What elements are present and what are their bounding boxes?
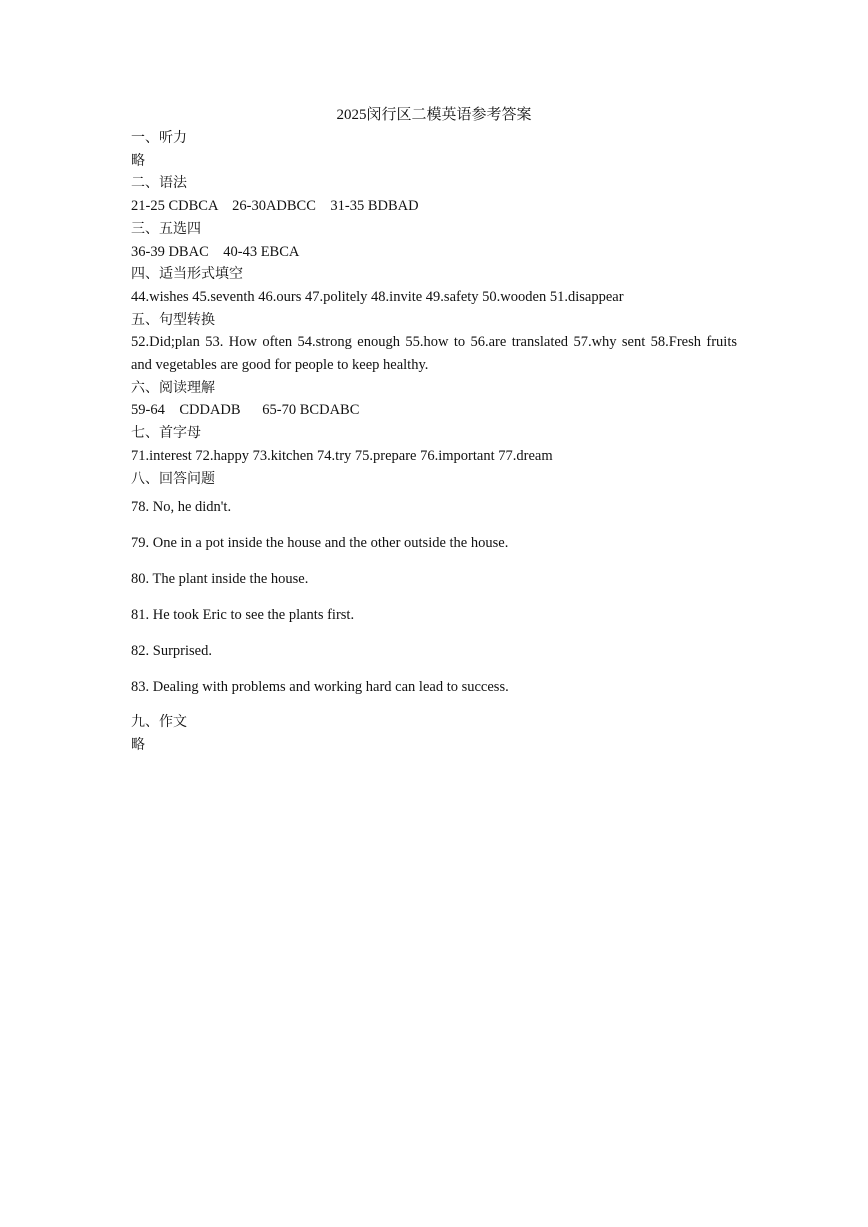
answer-83: 83. Dealing with problems and working hard can lead to success. <box>131 679 509 696</box>
document-title: 2025闵行区二模英语参考答案 <box>336 107 532 123</box>
answer-79: 79. One in a pot inside the house and the other outside the house. <box>131 535 509 552</box>
section-heading-first-letter: 七、首字母 <box>131 425 201 442</box>
section-content-reading: 59-64 CDDADB 65-70 BCDABC <box>131 402 360 419</box>
answer-82: 82. Surprised. <box>131 643 212 660</box>
section-content-sentence-transform: 52.Did;plan 53. How often 54.strong enough 55.how to 56.are translated 57.why sent 58.Fresh fruits and vegetables are good for people to keep healthy. <box>131 334 737 374</box>
answer-78: 78. No, he didn't. <box>131 499 232 516</box>
section-heading-word-forms: 四、适当形式填空 <box>131 266 243 283</box>
answer-questions-list <box>131 497 737 697</box>
section-content-first-letter: 71.interest 72.happy 73.kitchen 74.try 75.prepare 76.important 77.dream <box>131 447 553 464</box>
section-heading-five-choose-four: 三、五选四 <box>131 220 201 237</box>
answer-key-page <box>131 104 737 757</box>
section-content-grammar: 21-25 CDBCA 26-30ADBCC 31-35 BDBAD <box>131 198 419 215</box>
section-heading-listening: 一、听力 <box>131 130 187 146</box>
answer-80: 80. The plant inside the house. <box>131 571 309 588</box>
answer-81: 81. He took Eric to see the plants first. <box>131 607 355 624</box>
section-heading-sentence-transform: 五、句型转换 <box>131 311 215 328</box>
section-heading-answer-questions: 八、回答问题 <box>131 470 215 487</box>
section-content-five-choose-four: 36-39 DBAC 40-43 EBCA <box>131 243 300 260</box>
section-heading-writing: 九、作文 <box>131 714 187 731</box>
section-content-listening: 略 <box>131 152 145 169</box>
section-content-word-forms: 44.wishes 45.seventh 46.ours 47.politely 48.invite 49.safety 50.wooden 51.disappear <box>131 288 624 305</box>
section-heading-grammar: 二、语法 <box>131 175 187 192</box>
section-content-writing: 略 <box>131 736 145 753</box>
section-heading-reading: 六、阅读理解 <box>131 379 215 396</box>
